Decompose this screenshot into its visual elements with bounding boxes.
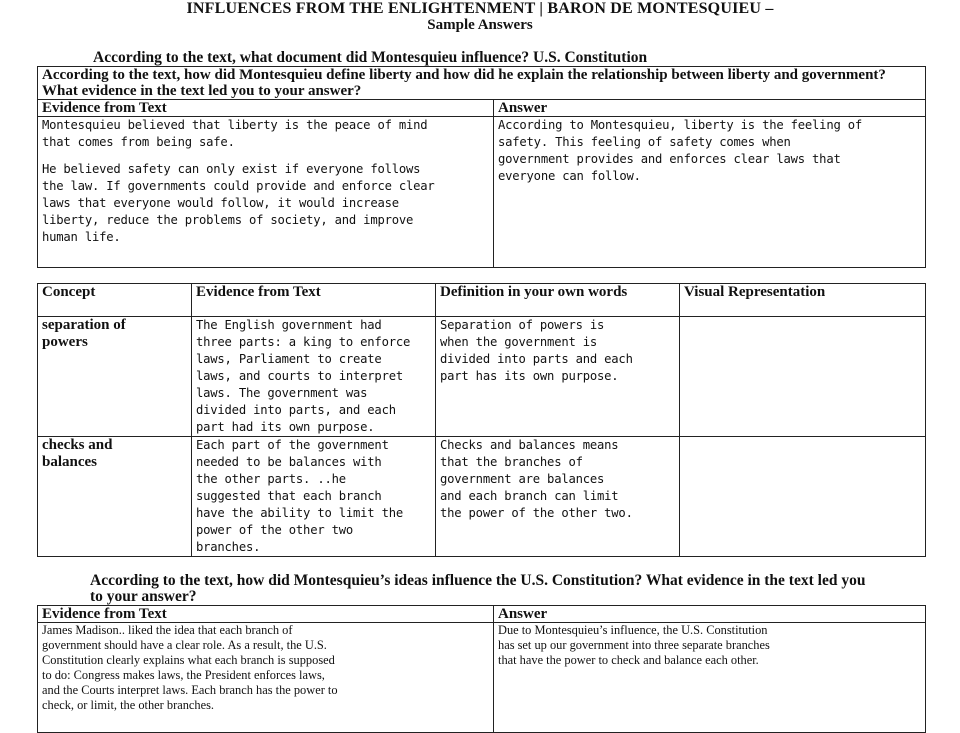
page-subtitle: Sample Answers xyxy=(427,17,533,33)
concept-visual xyxy=(680,317,926,437)
page-title: INFLUENCES FROM THE ENLIGHTENMENT | BARON DE MONTESQUIEU – xyxy=(186,0,774,17)
liberty-answer-text: According to Montesquieu, liberty is the feeling of safety. This feeling of safety comes when government provides and enforces clear laws that everyone can follow. xyxy=(498,118,863,183)
concept-table xyxy=(37,283,926,557)
question-document-influenced: According to the text, what document did Montesquieu influence? U.S. Constitution xyxy=(93,49,648,66)
concept-name: separation of powers xyxy=(38,317,192,437)
concept-name: checks and balances xyxy=(38,437,192,557)
concept-evidence: The English government had three parts: a king to enforce laws, Parliament to create laws, and courts to interpret laws. The government was divided into parts, and each part had its own purpose. xyxy=(192,317,436,437)
liberty-evidence-paragraph-1: Montesquieu believed that liberty is the peace of mind that comes from being safe. xyxy=(42,118,428,149)
liberty-question-table xyxy=(37,66,926,268)
evidence-header: Evidence from Text xyxy=(38,100,494,117)
question-constitution-influence: According to the text, how did Montesquieu’s ideas influence the U.S. Constitution? What evidence in the text led you to your answer? xyxy=(90,572,866,605)
answer-header: Answer xyxy=(494,606,926,623)
concept-definition: Checks and balances means that the branches of government are balances and each branch can limit the power of the other two. xyxy=(436,437,680,557)
concept-definition: Separation of powers is when the government is divided into parts and each part has its own purpose. xyxy=(436,317,680,437)
table-row xyxy=(38,437,926,557)
liberty-question: According to the text, how did Montesquieu define liberty and how did he explain the relationship between liberty and government? What evidence in the text led you to your answer? xyxy=(38,67,926,100)
constitution-table xyxy=(37,605,926,733)
liberty-evidence-paragraph-2: He believed safety can only exist if everyone follows the law. If governments could provide and enforce clear laws that everyone would follow, it would increase liberty, reduce the problems of society, and improve human life. xyxy=(42,162,435,244)
constitution-evidence-cell: James Madison.. liked the idea that each branch of government should have a clear role. As a result, the U.S. Constitution clearly explains what each branch is supposed to do: Congress makes laws, the President enforces laws, and the Courts interpret laws. Each branch has the power to check, or limit, the other branches. xyxy=(38,623,494,733)
constitution-answer-cell: Due to Montesquieu’s influence, the U.S. Constitution has set up our government into three separate branches that have the power to check and balance each other. xyxy=(494,623,926,733)
answer-header: Answer xyxy=(494,100,926,117)
liberty-evidence-cell xyxy=(38,117,494,268)
concept-evidence-header: Evidence from Text xyxy=(192,284,436,317)
concept-visual xyxy=(680,437,926,557)
concept-header: Concept xyxy=(38,284,192,317)
visual-header: Visual Representation xyxy=(680,284,926,317)
definition-header: Definition in your own words xyxy=(436,284,680,317)
concept-evidence: Each part of the government needed to be balances with the other parts. ..he suggested that each branch have the ability to limit the power of the other two branches. xyxy=(192,437,436,557)
liberty-answer-cell xyxy=(494,117,926,268)
table-row xyxy=(38,317,926,437)
evidence-header: Evidence from Text xyxy=(38,606,494,623)
